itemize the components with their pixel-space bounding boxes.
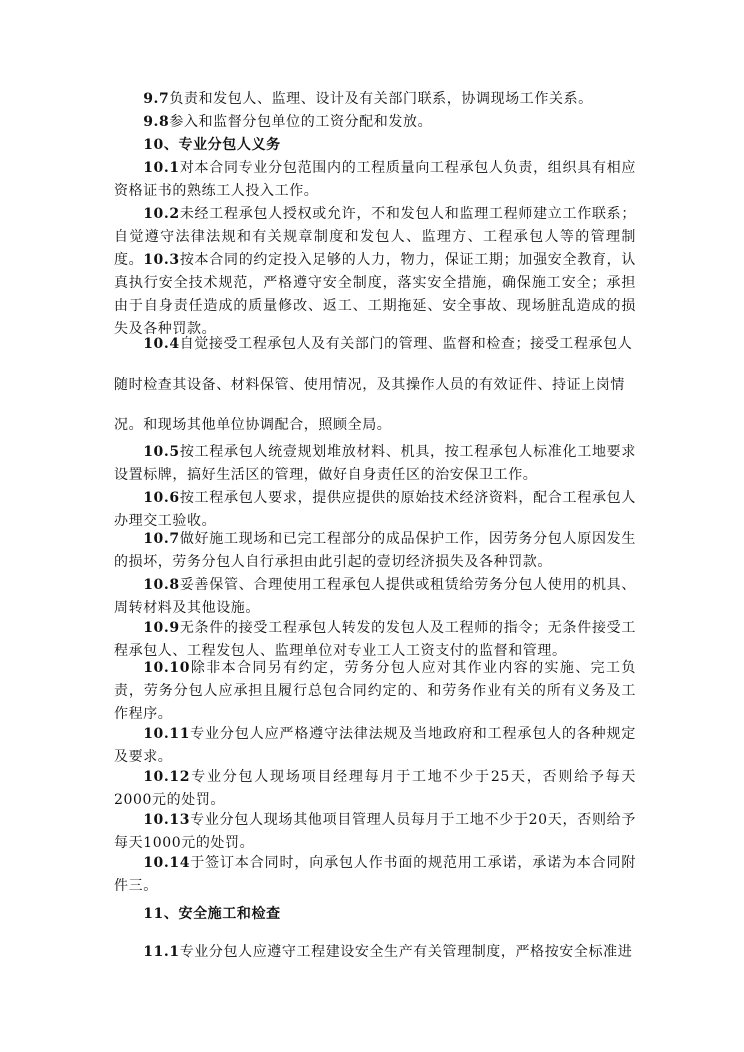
clause-9-7: 9.7负责和发包人、监理、设计及有关部门联系，协调现场工作关系。: [143, 91, 593, 107]
clause-11-1: 11.1专业分包人应遵守工程建设安全生产有关管理制度，严格按安全标准进: [143, 944, 633, 960]
clause-10-7: 10.7做好施工现场和已完工程部分的成品保护工作，因劳务分包人原因发生的损坏，劳务分包人自行承担由此引起的壹切经济损失及各种罚款。: [114, 531, 636, 570]
clause-10-8: 10.8妥善保管、合理使用工程承包人提供或租赁给劳务分包人使用的机具、周转材料及其他设施。: [114, 577, 636, 616]
clause-10-14: 10.14于签订本合同时，向承包人作书面的规范用工承诺，承诺为本合同附件三。: [114, 855, 636, 894]
clause-10-5: 10.5按工程承包人统壹规划堆放材料、机具，按工程承包人标准化工地要求设置标牌，搞好生活区的管理，做好自身责任区的治安保卫工作。: [114, 444, 636, 483]
clause-10-4: 10.4自觉接受工程承包人及有关部门的管理、监督和检查；接受工程承包人: [143, 336, 633, 352]
clause-10-2: 10.2未经工程承包人授权或允许，不和发包人和监理工程师建立工作联系；自觉遵守法律法规和有关规章制度和发包人、监理方、工程承包人等的管理制度。: [114, 206, 636, 268]
section-heading-11: 11、安全施工和检查: [143, 906, 281, 922]
section-heading-10: 10、专业分包人义务: [143, 137, 281, 153]
clause-10-3: 10.3按本合同的约定投入足够的人力，物力，保证工期；加强安全教育，认真执行安全技术规范，严格遵守安全制度，落实安全措施，确保施工安全；承担由于自身责任造成的质量修改、返工、工期拖延、安全事故、现场脏乱造成的损失及各种罚款。: [114, 252, 636, 337]
clause-10-4-line-3: 况。和现场其他单位协调配合，照顾全局。: [114, 417, 392, 433]
clause-10-1: 10.1对本合同专业分包范围内的工程质量向工程承包人负责，组织具有相应资格证书的熟练工人投入工作。: [114, 160, 636, 199]
clause-10-9: 10.9无条件的接受工程承包人转发的发包人及工程师的指令；无条件接受工程承包人、工程发包人、监理单位对专业工人工资支付的监督和管理。: [114, 620, 636, 659]
clause-10-13: 10.13专业分包人现场其他项目管理人员每月于工地不少于20天，否则给予每天1000元的处罚。: [114, 812, 636, 851]
clause-10-11: 10.11专业分包人应严格遵守法律法规及当地政府和工程承包人的各种规定及要求。: [114, 726, 636, 765]
clause-10-6: 10.6按工程承包人要求，提供应提供的原始技术经济资料，配合工程承包人办理交工验收。: [114, 490, 636, 529]
clause-10-10: 10.10除非本合同另有约定，劳务分包人应对其作业内容的实施、完工负责，劳务分包人应承担且履行总包合同约定的、和劳务作业有关的所有义务及工作程序。: [114, 660, 636, 722]
clause-10-12: 10.12专业分包人现场项目经理每月于工地不少于25天，否则给予每天2000元的处罚。: [114, 769, 636, 808]
clause-10-4-line-2: 随时检查其设备、材料保管、使用情况，及其操作人员的有效证件、持证上岗情: [114, 377, 625, 393]
clause-9-8: 9.8参入和监督分包单位的工资分配和发放。: [143, 114, 433, 130]
